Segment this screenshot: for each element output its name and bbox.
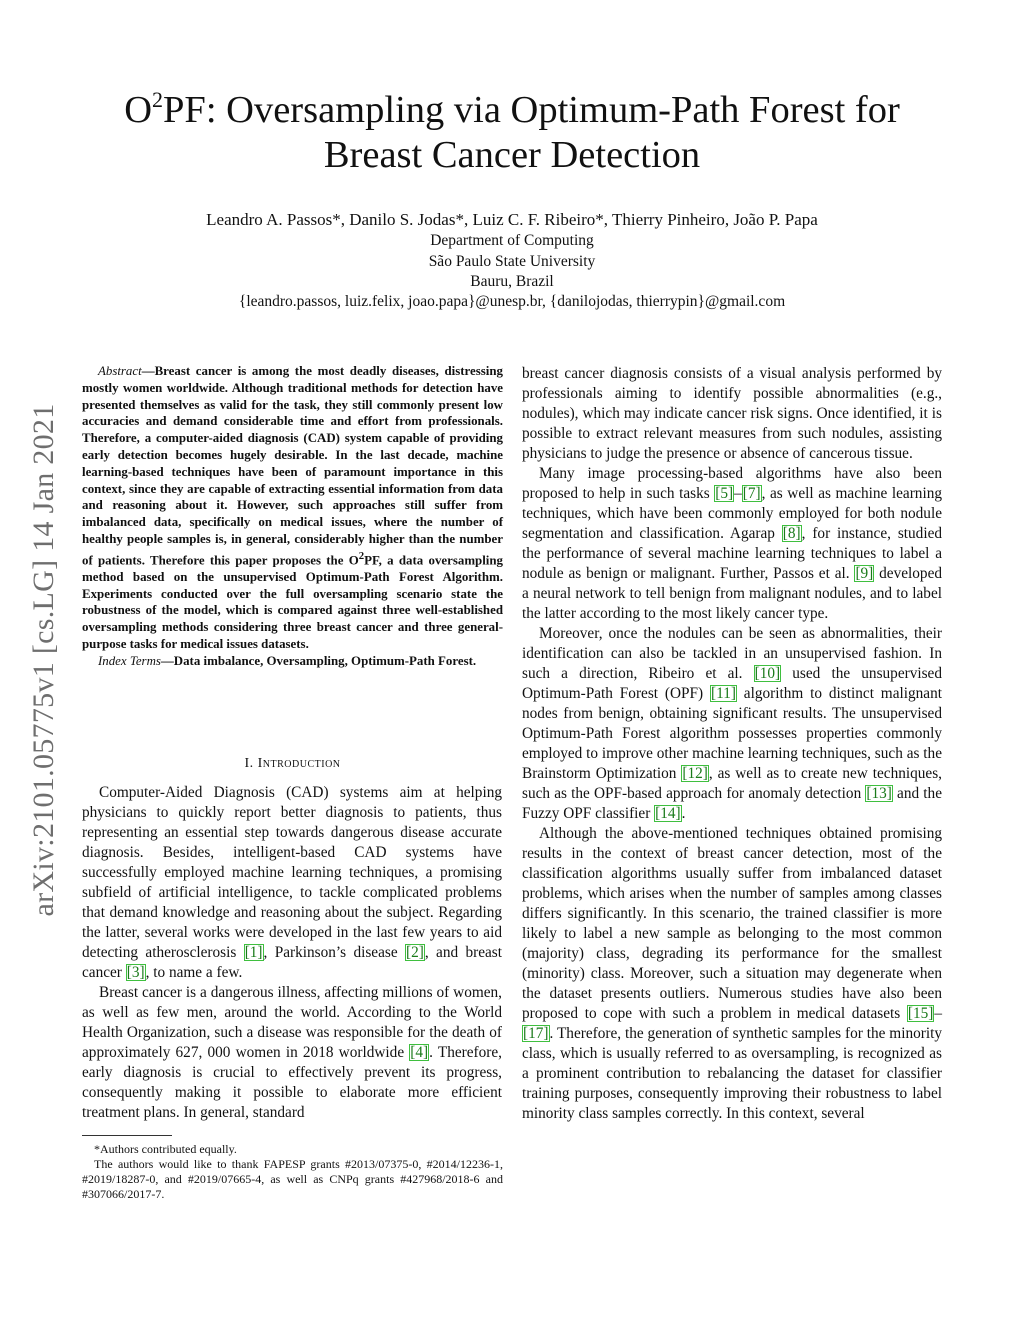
right-paragraph-4	[522, 824, 942, 1124]
text-run: Computer-Aided Diagnosis (CAD) systems aim at helping physicians to quickly report better diagnosis to patients, thus representing an essential step towards dangerous disease accurate diagnosis. Besides, intelligent-based CAD systems have successfully employed machine learning techniques, a promising subfield of artificial intelligence, to tackle complicated problems that demand knowledge and reasoning about the subject. Regarding the latter, several works were developed in the last few years to aid detecting atherosclerosis	[82, 784, 502, 961]
citation-link[interactable]: [9]	[855, 565, 874, 582]
citation-link[interactable]: [1]	[244, 944, 263, 961]
footnotes	[82, 1142, 503, 1202]
citation-link[interactable]: [5]	[715, 485, 734, 502]
text-run: .	[681, 805, 686, 822]
author-list: Leandro A. Passos*, Danilo S. Jodas*, Luiz C. F. Ribeiro*, Thierry Pinheiro, João P. Papa	[206, 210, 818, 229]
left-column-body	[82, 783, 502, 1123]
text-run: Many image processing-based algorithms have also been proposed to help in such tasks	[522, 465, 942, 502]
abstract	[82, 363, 503, 670]
citation-link[interactable]: [8]	[782, 525, 801, 542]
citation-link[interactable]: [3]	[126, 964, 145, 981]
text-run: –	[734, 485, 742, 502]
intro-paragraph-2	[82, 983, 502, 1123]
right-paragraph-2	[522, 464, 942, 624]
citation-link[interactable]: [13]	[866, 785, 892, 802]
abstract-superscript: 2	[358, 549, 365, 562]
abstract-paragraph	[82, 363, 503, 653]
title-rest: PF: Oversampling via Optimum-Path Forest for	[163, 89, 900, 131]
affiliation-city: Bauru, Brazil	[470, 273, 554, 290]
paper-title	[62, 88, 962, 178]
text-run: algorithm to distinct malignant nodes from benign, obtaining significant results. The unsupervised Optimum-Path Forest algorithm possesses properties commonly employed to improve other machine learning techniques, such as the Brainstorm Optimization	[522, 685, 942, 782]
arxiv-identifier: arXiv:2101.05775v1 [cs.LG] 14 Jan 2021	[27, 403, 60, 917]
text-run: , for instance, studied the performance of several machine learning techniques to label a nodule as benign or malignant. Further, Passos et al.	[522, 525, 943, 582]
abstract-text-b: PF, a data oversampling method based on the unsupervised Optimum-Path Forest Algorithm. Experiments conducted over the full oversampling scenario state the robustness of the model, which is compared against three well-established oversampling methods considering three breast cancer and three general-purpose tasks for medical issues datasets.	[82, 553, 504, 652]
text-run: Breast cancer is a dangerous illness, affecting millions of women, as well as few men, around the world. According to the World Health Organization, such a disease was responsible for the death of approximately 627, 000 women in 2018 worldwide	[82, 984, 502, 1061]
title-line-2: Breast Cancer Detection	[323, 134, 701, 176]
citation-link[interactable]: [12]	[682, 765, 708, 782]
citation-link[interactable]: [2]	[406, 944, 424, 961]
text-run: used the unsupervised Optimum-Path Forest (OPF)	[522, 665, 942, 702]
right-paragraph-1: breast cancer diagnosis consists of a visual analysis performed by professionals aiming to identify possible abnormalities (e.g., nodules), which may indicate cancer risk signs. Once identified, it is possible to extract relevant measures from such nodules, assisting physicians to judge the presence or absence of cancerous tissue.	[522, 365, 942, 462]
title-prefix: O	[124, 89, 152, 131]
citation-link[interactable]: [15]	[907, 1005, 934, 1022]
index-terms-text: —Data imbalance, Oversampling, Optimum-Path Forest.	[160, 653, 477, 668]
citation-link[interactable]: [4]	[410, 1044, 429, 1061]
arxiv-sidebar	[20, 360, 68, 960]
text-run: , to name a few.	[145, 964, 243, 981]
right-column-body	[522, 364, 942, 1124]
citation-link[interactable]: [10]	[754, 665, 781, 682]
text-run: and the Fuzzy OPF classifier	[522, 785, 942, 822]
abstract-label: Abstract	[98, 364, 142, 378]
section-number: I.	[244, 756, 254, 771]
text-run: Although the above-mentioned techniques obtained promising results in the context of breast cancer detection, most of the classification algorithms usually suffer from imbalanced dataset problems, which arises when the number of samples among classes differs significantly. In this scenario, the trained classifier is more likely to label a new sample as belonging to the most common (majority) class, degrading its performance for the smallest (minority) class. Moreover, such a situation may degenerate when the dataset presents outliers. Numerous studies have also been proposed to cope with such a problem in medical datasets	[522, 825, 942, 1022]
text-run: . Therefore, the generation of synthetic samples for the minority class, which is usually referred to as oversampling, is recognized as a prominent contribution to rebalancing the dataset for classifier training purposes, consequently improving their robustness to label minority class samples correctly. In this context, several	[522, 1025, 942, 1122]
footnote-rule	[82, 1135, 172, 1136]
section-heading	[82, 756, 503, 772]
footnote-equal-contribution: *Authors contributed equally.	[94, 1142, 237, 1156]
affiliation-emails: {leandro.passos, luiz.felix, joao.papa}@unesp.br, {danilojodas, thierrypin}@gmail.com	[238, 293, 786, 310]
citation-link[interactable]: [11]	[711, 685, 736, 702]
title-line-1	[62, 88, 962, 133]
footnote-acknowledgment: The authors would like to thank FAPESP grants #2013/07375-0, #2014/12236-1, #2019/18287-0, and #2019/07665-4, as well as CNPq grants #427968/2018-6 and #307066/2017-7.	[82, 1157, 503, 1201]
text-run: , as well as to create new techniques, such as the OPF-based approach for anomaly detection	[522, 765, 942, 802]
text-run: . Therefore, early diagnosis is crucial to effectively prevent its progress, consequently making it possible to elaborate more efficient treatment plans. In general, standard	[82, 1044, 502, 1121]
text-run: Moreover, once the nodules can be seen as abnormalities, their identification can also be tackled in an unsupervised fashion. In such a direction, Ribeiro et al.	[522, 625, 942, 682]
citation-link[interactable]: [17]	[523, 1025, 549, 1042]
title-superscript: 2	[152, 87, 163, 112]
text-run: developed a neural network to tell benign from malignant nodules, and to label the latter according to the most likely cancer type.	[522, 565, 943, 622]
section-title: Introduction	[257, 756, 341, 771]
intro-paragraph-1	[82, 783, 502, 983]
abstract-text-a: —Breast cancer is among the most deadly diseases, distressing mostly women worldwide. Although traditional methods for detection have presented themselves as valid for the task, they still commonly present low accuracies and demand considerable time and effort from professionals. Therefore, a computer-aided diagnosis (CAD) system capable of providing early detection becomes hugely desirable. In the last decade, machine learning-based techniques have been of paramount importance in this context, since they are capable of extracting essential information from data and reasoning about it. However, such approaches still suffer from imbalanced data, specifically on medical issues, where the number of healthy people samples is, in general, considerably higher than the number of patients. Therefore this paper proposes the O	[82, 364, 503, 568]
citation-link[interactable]: [14]	[655, 805, 681, 822]
right-paragraph-3	[522, 624, 942, 824]
index-terms-label: Index Terms	[98, 653, 161, 668]
text-run: , as well as machine learning techniques, which have been commonly employed for both nodule segmentation and classification. Agarap	[522, 485, 942, 542]
text-run: –	[934, 1005, 942, 1022]
text-run: , Parkinson’s disease	[263, 944, 405, 961]
affiliation-university: São Paulo State University	[428, 253, 596, 270]
text-run: , and breast cancer	[82, 944, 502, 981]
index-terms	[82, 653, 503, 670]
affiliation-department: Department of Computing	[430, 232, 594, 249]
citation-link[interactable]: [7]	[742, 485, 761, 502]
